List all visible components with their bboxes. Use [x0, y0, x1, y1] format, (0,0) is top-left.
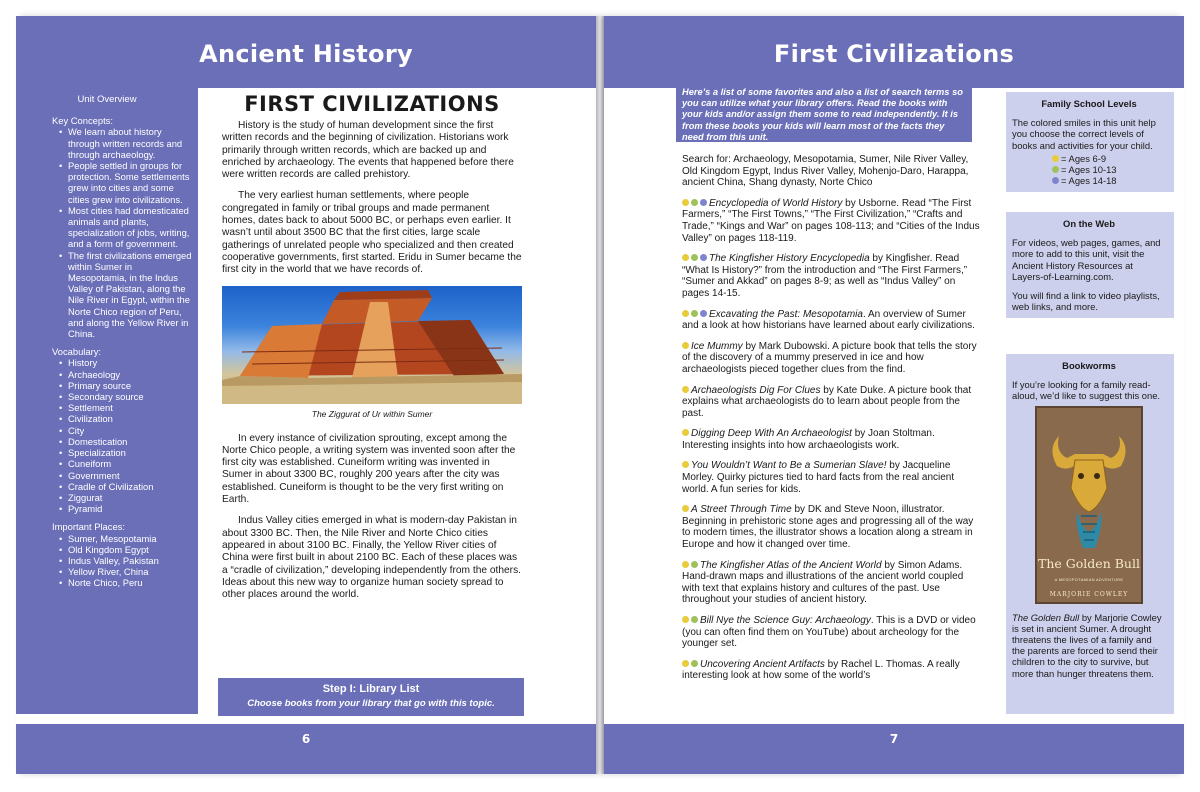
- library-list: [682, 154, 982, 691]
- book-description: . This is a DVD or video (you can often find them on YouTube) about archeology for the younger set.: [682, 615, 976, 650]
- cover-author: MARJORIE COWLEY: [1049, 590, 1129, 598]
- book-gutter: [596, 16, 604, 774]
- unit-overview-sidebar: [16, 88, 198, 714]
- vocabulary-item: • History: [59, 357, 192, 368]
- place-item: • Yellow River, China: [59, 566, 192, 577]
- book-description: by Mark Dubowski. A picture book that tells the story of the discovery of a mummy preserved in ice and how archaeologists pieced together clues from the find.: [682, 340, 977, 375]
- photo-caption: The Ziggurat of Ur within Sumer: [311, 408, 433, 419]
- blue-dot-icon: [700, 254, 707, 261]
- book-title: The Kingfisher History Encyclopedia: [709, 253, 870, 265]
- body-paragraph: The very earliest human settlements, where people congregated in family or tribal groups and made permanent homes, dates back to about 5000 BC, or perhaps even earlier. It wasn’t until about 3500 BC that the first cities, large scale gatherings of unrelated people who specialized and then created cooperative governments, first started. Eridu in Sumer became the first city in the world that we have records of.: [222, 190, 522, 276]
- key-concept-item: • The first civilizations emerged within Sumer in Mesopotamia, in the Indus Valley of Pakistan, along the Nile River in Egypt, within the Norte Chico region of Peru, and along the Yellow River in China.: [59, 250, 192, 340]
- place-item: • Indus Valley, Pakistan: [59, 555, 192, 566]
- left-page-title: Ancient History: [199, 40, 413, 68]
- bookworms-title: Bookworms: [1062, 360, 1116, 371]
- cover-title: The Golden Bull: [1038, 555, 1140, 571]
- level-row: [1052, 164, 1166, 175]
- important-places-list: [59, 533, 192, 589]
- place-item: • Old Kingdom Egypt: [59, 544, 192, 555]
- book-entry: [682, 341, 982, 376]
- yellow-dot-icon: [682, 561, 689, 568]
- bookworms-book-title: The Golden Bull: [1012, 611, 1080, 623]
- left-page-number: 6: [301, 732, 311, 746]
- book-description: by Simon Adams. Hand-drawn maps and illustrations of the ancient world coupled with text that explains history and cultures of the past. Use throughout your studies of ancient history.: [682, 559, 964, 606]
- vocabulary-item: • Specialization: [59, 447, 192, 458]
- book-title: Ice Mummy: [691, 340, 743, 352]
- body-paragraph: In every instance of civilization sprouting, except among the Norte Chico people, a writing system was invented soon after the first city was established. Cuneiform writing was invented in Sumer in about 3300 BC, roughly 200 years after the city was established. Cuneiform is thought to be the very first writing on Earth.: [222, 432, 516, 506]
- vocabulary-item: • Domestication: [59, 436, 192, 447]
- bookworms-description: [1012, 612, 1166, 679]
- on-the-web-box: [1006, 212, 1174, 318]
- key-concept-item: • People settled in groups for protection. Some settlements grew into cities and some cities grew into civilizations.: [59, 160, 192, 205]
- level-row: [1052, 175, 1166, 186]
- body-paragraph: Indus Valley cities emerged in what is modern-day Pakistan in about 3300 BC. Then, the Nile River and Norte Chico cities appeared in about 3100 BC. Finally, the Yellow River cities of China were first built in about 2100 BC. Each of these places was a “cradle of civilization,” developing independently from the others. Ideas about this new way to organize human society spread to other places around the world.: [222, 515, 521, 601]
- vocabulary-heading: Vocabulary:: [52, 346, 101, 358]
- ziggurat-photo: [222, 286, 522, 404]
- cover-subtitle: A MESOPOTAMIAN ADVENTURE: [1054, 576, 1124, 582]
- yellow-dot-icon: [682, 616, 689, 623]
- yellow-dot-icon: [1052, 155, 1059, 162]
- book-entry: [682, 309, 982, 332]
- library-intro-box: Here’s a list of some favorites and also a list of search terms so you can utilize what your library offers. Read the books with your kids and/or assign them some to read independently. It is from these books your kids will learn most of the facts they need from this unit.: [676, 84, 972, 142]
- golden-bull-book-cover: [1035, 406, 1143, 604]
- book-entry: [682, 460, 982, 495]
- book-title: Bill Nye the Science Guy: Archaeology: [700, 615, 871, 626]
- vocabulary-item: • Archaeology: [59, 369, 192, 380]
- yellow-dot-icon: [682, 660, 689, 667]
- step-subtitle: Choose books from your library that go with this topic.: [247, 698, 495, 709]
- green-dot-icon: [691, 561, 698, 568]
- book-description: by DK and Steve Noon, illustrator. Beginning in prehistoric stone ages and progressing all of the way to modern times, the illustrator shows a location along a stream in Europe and how it changed over time.: [682, 504, 974, 551]
- book-title: The Kingfisher Atlas of the Ancient World: [700, 559, 882, 571]
- level-label: = Ages 6-9: [1061, 152, 1107, 164]
- blue-dot-icon: [700, 310, 707, 317]
- green-dot-icon: [691, 616, 698, 623]
- vocabulary-item: • Ziggurat: [59, 492, 192, 503]
- green-dot-icon: [691, 254, 698, 261]
- book-entry: [682, 504, 982, 550]
- yellow-dot-icon: [682, 342, 689, 349]
- left-page: [16, 16, 596, 774]
- book-description: by Joan Stoltman. Interesting insights into how archaeologists work.: [682, 428, 935, 451]
- vocabulary-item: • City: [59, 425, 192, 436]
- body-paragraph: History is the study of human development since the first written records and the beginning of civilization. Historians work primarily through written records, which are backed up and enriched by archaeology. The events that happened before there were written records are called prehistory.: [222, 120, 514, 181]
- level-label: = Ages 10-13: [1061, 164, 1117, 176]
- bookworms-desc: by Marjorie Cowley is set in ancient Sumer. A drought threatens the lives of a family and the parents are forced to send their children to the city to survive, but more than hunger threatens them.: [1012, 611, 1162, 679]
- step-title: Step I: Library List: [322, 683, 420, 695]
- on-the-web-text-2: You will find a link to video playlists, web links, and more.: [1012, 290, 1160, 313]
- book-description: . An overview of Sumer and a look at how historians have learned about early civilizations.: [682, 308, 975, 332]
- vocabulary-item: • Pyramid: [59, 503, 192, 514]
- book-list: [682, 198, 982, 682]
- on-the-web-text: For videos, web pages, games, and more to add to this unit, visit the Ancient History Resources at Layers-of-Learning.com.: [1012, 237, 1161, 282]
- family-school-levels-box: [1006, 92, 1174, 192]
- yellow-dot-icon: [682, 386, 689, 393]
- left-main-column: [222, 92, 522, 610]
- book-title: A Street Through Time: [691, 504, 792, 516]
- golden-bull-icon: [1037, 408, 1141, 602]
- place-item: • Norte Chico, Peru: [59, 577, 192, 588]
- vocabulary-list: [59, 357, 192, 514]
- vocabulary-item: • Cradle of Civilization: [59, 481, 192, 492]
- book-description: by Jacqueline Morley. Quirky pictures tied to hard facts from the real ancient world. A fun series for kids.: [682, 460, 955, 495]
- green-dot-icon: [691, 310, 698, 317]
- right-page: [604, 16, 1184, 774]
- step-library-list-box: [218, 678, 524, 716]
- book-entry: [682, 560, 982, 606]
- bookworms-text: If you’re looking for a family read-aloud, we’d like to suggest this one.: [1012, 379, 1161, 402]
- levels-legend: [1012, 153, 1166, 187]
- green-dot-icon: [691, 660, 698, 667]
- vocabulary-item: • Settlement: [59, 402, 192, 413]
- family-levels-title: Family School Levels: [1041, 98, 1137, 109]
- yellow-dot-icon: [682, 461, 689, 468]
- level-label: = Ages 14-18: [1061, 175, 1117, 187]
- book-description: by Rachel L. Thomas. A really interesting look at how some of the world’s: [682, 658, 960, 682]
- vocabulary-item: • Secondary source: [59, 391, 192, 402]
- book-entry: [682, 615, 982, 650]
- yellow-dot-icon: [682, 254, 689, 261]
- vocabulary-item: • Government: [59, 470, 192, 481]
- green-dot-icon: [1052, 166, 1059, 173]
- on-the-web-title: On the Web: [1063, 218, 1115, 229]
- yellow-dot-icon: [682, 199, 689, 206]
- book-entry: [682, 659, 982, 682]
- key-concepts-list: [59, 126, 192, 339]
- book-title: Uncovering Ancient Artifacts: [700, 658, 825, 670]
- green-dot-icon: [691, 199, 698, 206]
- main-heading: FIRST CIVILIZATIONS: [244, 92, 500, 116]
- yellow-dot-icon: [682, 505, 689, 512]
- book-description: by Kingfisher. Read “What Is History?” from the introduction and “The First Farmers,” “Sumer and Akkad” on pages 8-9; as well as “Indus Valley” on pages 14-15.: [682, 253, 968, 299]
- book-entry: [682, 428, 982, 451]
- right-page-number: 7: [889, 732, 899, 746]
- right-page-title: First Civilizations: [773, 40, 1015, 68]
- key-concept-item: • Most cities had domesticated animals and plants, specialization of jobs, writing, and a form of government.: [59, 205, 192, 250]
- blue-dot-icon: [700, 199, 707, 206]
- book-entry: [682, 198, 982, 244]
- yellow-dot-icon: [682, 310, 689, 317]
- book-title: You Wouldn’t Want to Be a Sumerian Slave!: [691, 460, 887, 472]
- ziggurat-illustration: [222, 286, 522, 404]
- book-description: by Usborne. Read “The First Farmers,” “The First Towns,” “The First Civilization,” “Crafts and Trade,” “Kings and War” on pages 108-113; and “Cities of the Indus Valley” on pages 118-119.: [682, 197, 980, 244]
- bookworms-box: [1006, 354, 1174, 714]
- vocabulary-item: • Primary source: [59, 380, 192, 391]
- vocabulary-item: • Civilization: [59, 413, 192, 424]
- key-concept-item: • We learn about history through written records and through archaeology.: [59, 126, 192, 160]
- vocabulary-item: • Cuneiform: [59, 458, 192, 469]
- family-levels-text: The colored smiles in this unit help you choose the correct levels of books and activities for your child.: [1012, 117, 1156, 151]
- yellow-dot-icon: [682, 429, 689, 436]
- book-title: Encyclopedia of World History: [709, 197, 843, 209]
- key-concepts-heading: Key Concepts:: [52, 115, 113, 127]
- search-terms: Search for: Archaeology, Mesopotamia, Sumer, Nile River Valley, Old Kingdom Egypt, Indus River Valley, Mohenjo-Daro, Harappa, ancient China, Shang dynasty, Norte Chico: [682, 154, 969, 189]
- blue-dot-icon: [1052, 177, 1059, 184]
- unit-overview-title: Unit Overview: [77, 94, 137, 105]
- book-title: Archaeologists Dig For Clues: [691, 384, 821, 396]
- book-title: Digging Deep With An Archaeologist: [691, 428, 852, 440]
- book-entry: [682, 385, 982, 420]
- important-places-heading: Important Places:: [52, 521, 125, 533]
- level-row: [1052, 153, 1166, 164]
- book-title: Excavating the Past: Mesopotamia: [709, 308, 863, 320]
- place-item: • Sumer, Mesopotamia: [59, 533, 192, 544]
- book-description: by Kate Duke. A picture book that explains what archaeologists do to learn about people from the past.: [682, 384, 972, 419]
- book-entry: [682, 253, 982, 299]
